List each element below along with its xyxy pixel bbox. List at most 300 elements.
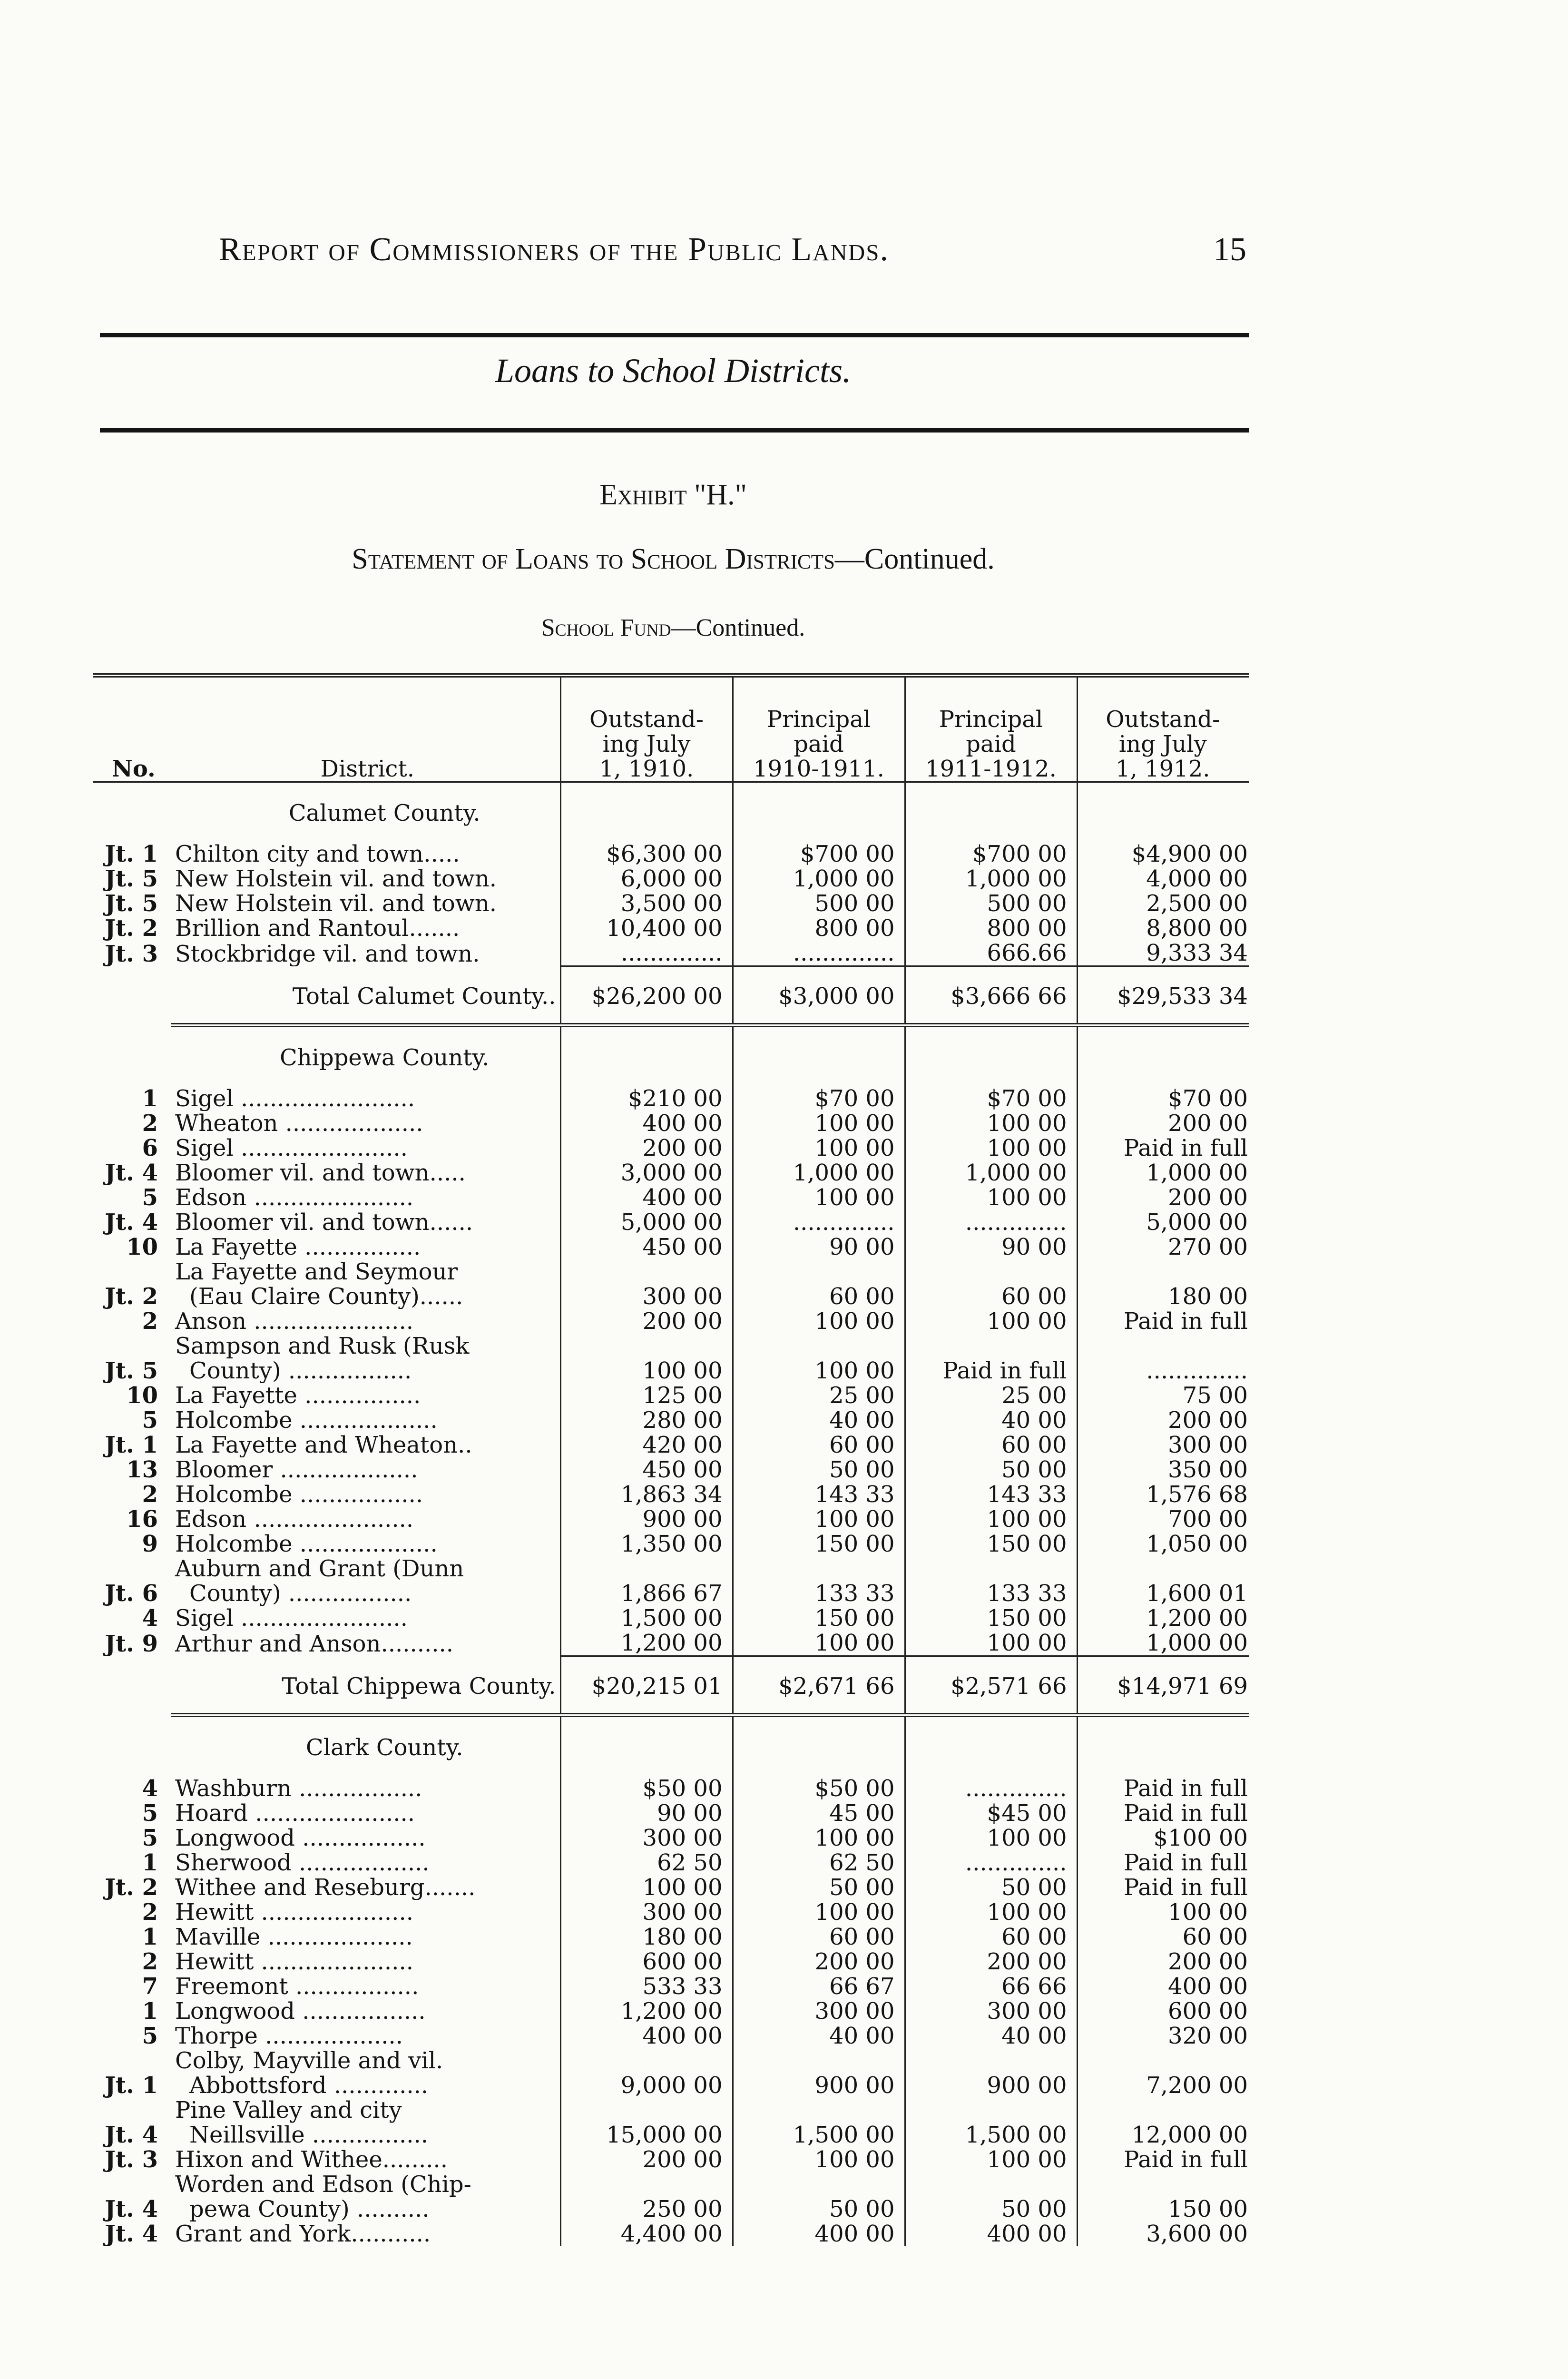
table-row <box>93 1383 1249 1408</box>
paid-1910-1911-value: 40 00 <box>733 1408 905 1433</box>
paid-1910-1911-value: 62 50 <box>733 1850 905 1875</box>
header-line: paid <box>966 731 1016 757</box>
outstanding-1912-value: 200 00 <box>1168 1408 1248 1433</box>
outstanding-1912-value: 700 00 <box>1168 1507 1248 1532</box>
table-row <box>93 1556 1249 1606</box>
table-row <box>93 1111 1249 1136</box>
fund-tail: —Continued. <box>671 614 805 641</box>
outstanding-1912-value: 4,000 00 <box>1146 866 1248 891</box>
table-row <box>93 1801 1249 1826</box>
col-header-outstanding-1910 <box>560 676 733 782</box>
district-line: Withee and Reseburg....... <box>175 1875 476 1900</box>
paid-1911-1912-value: 100 00 <box>905 1136 1077 1160</box>
district-name <box>171 2222 560 2246</box>
outstanding-1912-value: Paid in full <box>1124 1309 1248 1334</box>
district-line: Washburn ................. <box>175 1776 422 1801</box>
paid-1910-1911-value: 100 00 <box>733 1185 905 1210</box>
paid-1910-1911-value: 1,000 00 <box>733 866 905 891</box>
outstanding-1912-value: 200 00 <box>1168 1111 1248 1136</box>
district-name <box>171 1086 560 1111</box>
district-line: Abbottsford ............. <box>189 2072 429 2098</box>
table-row <box>93 2172 1249 2222</box>
paid-1911-1912-value: $45 00 <box>905 1801 1077 1826</box>
paid-1910-1911-value: 50 00 <box>733 1457 905 1482</box>
table-row <box>93 2024 1249 2048</box>
table-row <box>93 2098 1249 2147</box>
total-spacer <box>93 966 171 1025</box>
empty-cell <box>1077 1715 1249 1777</box>
outstanding-1912-value: 180 00 <box>1168 1283 1248 1309</box>
district-line: (Eau Claire County)...... <box>189 1283 463 1309</box>
outstanding-1912-value: 60 00 <box>1182 1925 1248 1949</box>
outstanding-1910-value: 400 00 <box>560 2024 733 2048</box>
district-line: Grant and York........... <box>175 2222 431 2246</box>
outstanding-1912-value: 2,500 00 <box>1146 891 1248 916</box>
paid-1911-1912-value: $700 00 <box>905 842 1077 866</box>
district-line: Arthur and Anson.......... <box>175 1631 454 1656</box>
outstanding-1912-value: 1,000 00 <box>1146 1160 1248 1185</box>
county-name: Calumet County. <box>171 782 560 842</box>
paid-1910-1911-value: 60 00 <box>733 1433 905 1457</box>
outstanding-1910-value: 1,350 00 <box>560 1532 733 1556</box>
outstanding-1910-value: 533 33 <box>560 1974 733 1999</box>
district-name <box>171 1210 560 1235</box>
district-name <box>171 1974 560 1999</box>
total-spacer <box>93 1656 171 1715</box>
district-line: Bloomer vil. and town..... <box>175 1160 466 1185</box>
table-row <box>93 1408 1249 1433</box>
paid-1911-1912-value: 50 00 <box>905 1875 1077 1900</box>
statement-tail: —Continued. <box>834 543 995 575</box>
paid-1911-1912-value: 40 00 <box>905 1408 1077 1433</box>
outstanding-1910-value: 1,863 34 <box>560 1482 733 1507</box>
table-row <box>93 1309 1249 1334</box>
paid-1910-1911-value: 90 00 <box>733 1235 905 1259</box>
district-line: Wheaton ................... <box>175 1111 423 1136</box>
paid-1910-1911-value: 143 33 <box>733 1482 905 1507</box>
district-number: 13 <box>126 1457 158 1482</box>
district-name <box>171 2098 560 2147</box>
paid-1910-1911-value: 900 00 <box>733 2048 905 2098</box>
outstanding-1912-value: 5,000 00 <box>1146 1210 1248 1235</box>
district-number: 5 <box>142 2024 158 2048</box>
district-line: La Fayette ................ <box>175 1235 421 1259</box>
district-line: New Holstein vil. and town. <box>175 866 497 891</box>
outstanding-1910-value: 300 00 <box>560 1259 733 1309</box>
paid-1911-1912-value: 90 00 <box>905 1235 1077 1259</box>
district-name <box>171 1383 560 1408</box>
district-number: 5 <box>142 1801 158 1826</box>
paid-1910-1911-value: .............. <box>733 941 905 966</box>
table-row <box>93 2048 1249 2098</box>
table-row <box>93 1160 1249 1185</box>
paid-1910-1911-value: $70 00 <box>733 1086 905 1111</box>
county-total-row <box>93 1656 1249 1715</box>
paid-1910-1911-value: 100 00 <box>733 1136 905 1160</box>
district-name <box>171 2147 560 2172</box>
section-title: Loans to School Districts. <box>495 352 852 390</box>
district-line: Holcombe ................... <box>175 1408 438 1433</box>
district-name <box>171 1925 560 1949</box>
paid-1911-1912-value: 100 00 <box>905 1900 1077 1925</box>
col-header-paid-1911-1912 <box>905 676 1077 782</box>
empty-cell <box>1077 782 1249 842</box>
paid-1911-1912-value: 25 00 <box>905 1383 1077 1408</box>
paid-1910-1911-value: 100 00 <box>733 1334 905 1383</box>
district-number: 10 <box>126 1235 158 1259</box>
district-name <box>171 1160 560 1185</box>
district-number: 2 <box>142 1900 158 1925</box>
district-number: 1 <box>142 1999 158 2024</box>
district-number: 1 <box>142 1086 158 1111</box>
table-body <box>93 782 1249 2247</box>
district-number: Jt. 4 <box>105 2122 158 2147</box>
outstanding-1910-value: 1,500 00 <box>560 1606 733 1631</box>
paid-1911-1912-value: 66 66 <box>905 1974 1077 1999</box>
district-line: pewa County) .......... <box>189 2196 430 2222</box>
outstanding-1910-value: 90 00 <box>560 1801 733 1826</box>
table-row <box>93 1086 1249 1111</box>
empty-cell <box>1077 1025 1249 1087</box>
outstanding-1912-value: 320 00 <box>1168 2024 1248 2048</box>
table-row <box>93 941 1249 966</box>
header-line: 1, 1910. <box>599 756 694 782</box>
district-line: County) ................. <box>189 1357 412 1383</box>
empty-cell <box>560 782 733 842</box>
district-line: New Holstein vil. and town. <box>175 891 497 916</box>
paid-1911-1912-value: 50 00 <box>905 1457 1077 1482</box>
header-line: Outstand- <box>589 706 704 733</box>
district-name <box>171 1433 560 1457</box>
paid-1911-1912-value: 133 33 <box>905 1556 1077 1606</box>
paid-1911-1912-value: 1,000 00 <box>905 1160 1077 1185</box>
outstanding-1912-value: 7,200 00 <box>1146 2072 1248 2098</box>
outstanding-1912-value: $4,900 00 <box>1131 842 1248 866</box>
paid-1910-1911-value: 100 00 <box>733 1111 905 1136</box>
paid-1911-1912-value: 500 00 <box>905 891 1077 916</box>
paid-1911-1912-value: Paid in full <box>905 1334 1077 1383</box>
outstanding-1912-value: 3,600 00 <box>1146 2222 1248 2246</box>
district-name <box>171 1408 560 1433</box>
running-header <box>219 231 1246 274</box>
outstanding-1912-value: 1,576 68 <box>1146 1482 1248 1507</box>
table-row <box>93 1606 1249 1631</box>
district-number: Jt. 4 <box>105 1210 158 1235</box>
col-header-no: No. <box>93 676 171 782</box>
district-name <box>171 1999 560 2024</box>
district-line: Chilton city and town..... <box>175 842 460 866</box>
table-row <box>93 1259 1249 1309</box>
district-name <box>171 891 560 916</box>
paid-1910-1911-value: 50 00 <box>733 1875 905 1900</box>
outstanding-1910-value: 1,200 00 <box>560 1999 733 2024</box>
paid-1911-1912-value: 100 00 <box>905 1631 1077 1656</box>
header-line: Principal <box>939 706 1043 733</box>
table-row <box>93 1776 1249 1801</box>
district-number: Jt. 5 <box>105 1357 158 1383</box>
county-total-label: Total Calumet County.. <box>171 966 560 1025</box>
paid-1910-1911-value: $700 00 <box>733 842 905 866</box>
total-paid-1910-1911: $3,000 00 <box>733 966 905 1025</box>
outstanding-1910-value: 200 00 <box>560 2147 733 2172</box>
table-row <box>93 842 1249 866</box>
district-number: 1 <box>142 1925 158 1949</box>
outstanding-1910-value: 250 00 <box>560 2172 733 2222</box>
table-row <box>93 2222 1249 2246</box>
table-row <box>93 916 1249 941</box>
district-name <box>171 1136 560 1160</box>
outstanding-1910-value: 1,200 00 <box>560 1631 733 1656</box>
table-row <box>93 1949 1249 1974</box>
total-outstanding-1912: $14,971 69 <box>1077 1656 1249 1715</box>
district-name <box>171 941 560 966</box>
district-line: Hewitt ..................... <box>175 1900 413 1925</box>
paid-1911-1912-value: 100 00 <box>905 1826 1077 1850</box>
district-line: Thorpe ................... <box>175 2024 403 2048</box>
paid-1911-1912-value: 100 00 <box>905 1309 1077 1334</box>
outstanding-1910-value: $6,300 00 <box>560 842 733 866</box>
table-row <box>93 1826 1249 1850</box>
district-line: Edson ...................... <box>175 1185 414 1210</box>
empty-cell <box>560 1025 733 1087</box>
header-line: Outstand- <box>1106 706 1220 733</box>
district-name <box>171 1111 560 1136</box>
outstanding-1910-value: 450 00 <box>560 1457 733 1482</box>
district-number: 5 <box>142 1826 158 1850</box>
outstanding-1910-value: 3,000 00 <box>560 1160 733 1185</box>
outstanding-1910-value: 200 00 <box>560 1136 733 1160</box>
district-line: Holcombe ................. <box>175 1482 423 1507</box>
outstanding-1912-value: 600 00 <box>1168 1999 1248 2024</box>
paid-1910-1911-value: 100 00 <box>733 1631 905 1656</box>
exhibit-heading: Exhibit "H." <box>599 479 747 511</box>
county-name: Chippewa County. <box>171 1025 560 1087</box>
paid-1911-1912-value: 143 33 <box>905 1482 1077 1507</box>
district-name <box>171 1606 560 1631</box>
district-name <box>171 1900 560 1925</box>
district-name <box>171 1309 560 1334</box>
running-title: Report of Commissioners of the Public Lands. <box>219 231 890 268</box>
district-line: Longwood ................. <box>175 1999 426 2024</box>
paid-1911-1912-value: 40 00 <box>905 2024 1077 2048</box>
paid-1911-1912-value: 60 00 <box>905 1259 1077 1309</box>
outstanding-1912-value: 1,600 01 <box>1146 1580 1248 1606</box>
district-name <box>171 1482 560 1507</box>
paid-1910-1911-value: 25 00 <box>733 1383 905 1408</box>
outstanding-1910-value: 900 00 <box>560 1507 733 1532</box>
outstanding-1910-value: $50 00 <box>560 1776 733 1801</box>
district-name <box>171 1185 560 1210</box>
paid-1910-1911-value: 100 00 <box>733 1507 905 1532</box>
outstanding-1910-value: 280 00 <box>560 1408 733 1433</box>
outstanding-1910-value: 3,500 00 <box>560 891 733 916</box>
county-heading-row <box>93 782 1249 842</box>
district-number: 16 <box>126 1507 158 1532</box>
outstanding-1912-value: 9,333 34 <box>1146 941 1248 966</box>
district-number: 2 <box>142 1111 158 1136</box>
header-line: paid <box>794 731 844 757</box>
paid-1910-1911-value: 60 00 <box>733 1925 905 1949</box>
table-row <box>93 1457 1249 1482</box>
table-row <box>93 1974 1249 1999</box>
district-line: Pine Valley and city <box>175 2098 402 2123</box>
table-row <box>93 2147 1249 2172</box>
paid-1911-1912-value: $70 00 <box>905 1086 1077 1111</box>
outstanding-1912-value: 75 00 <box>1182 1383 1248 1408</box>
district-name <box>171 1949 560 1974</box>
outstanding-1912-value: 1,050 00 <box>1146 1532 1248 1556</box>
col-header-outstanding-1912 <box>1077 676 1249 782</box>
district-name <box>171 1235 560 1259</box>
district-line: Bloomer vil. and town...... <box>175 1210 473 1235</box>
district-name <box>171 1457 560 1482</box>
outstanding-1910-value: $210 00 <box>560 1086 733 1111</box>
district-name <box>171 1850 560 1875</box>
paid-1911-1912-value: .............. <box>905 1776 1077 1801</box>
table-header-row <box>93 676 1249 782</box>
outstanding-1910-value: 180 00 <box>560 1925 733 1949</box>
district-line: Sigel ........................ <box>175 1086 415 1111</box>
total-outstanding-1912: $29,533 34 <box>1077 966 1249 1025</box>
outstanding-1910-value: 9,000 00 <box>560 2048 733 2098</box>
outstanding-1912-value: 300 00 <box>1168 1433 1248 1457</box>
district-number: Jt. 2 <box>105 1875 158 1900</box>
paid-1910-1911-value: 800 00 <box>733 916 905 941</box>
total-paid-1911-1912: $2,571 66 <box>905 1656 1077 1715</box>
district-name <box>171 1556 560 1606</box>
paid-1910-1911-value: 1,500 00 <box>733 2098 905 2147</box>
district-line: Sigel ....................... <box>175 1606 408 1631</box>
paid-1910-1911-value: 300 00 <box>733 1999 905 2024</box>
empty-cell <box>560 1715 733 1777</box>
district-line: Edson ...................... <box>175 1507 414 1532</box>
district-number: 2 <box>142 1949 158 1974</box>
county-heading-row <box>93 1715 1249 1777</box>
paid-1910-1911-value: 100 00 <box>733 1900 905 1925</box>
empty-cell <box>905 1025 1077 1087</box>
district-line: Longwood ................. <box>175 1826 426 1850</box>
district-line: Stockbridge vil. and town. <box>175 941 480 966</box>
district-line: County) ................. <box>189 1580 412 1606</box>
header-line: 1910-1911. <box>753 756 884 782</box>
outstanding-1910-value: 300 00 <box>560 1900 733 1925</box>
district-number: 1 <box>142 1850 158 1875</box>
loans-table <box>93 673 1249 2246</box>
district-number: Jt. 3 <box>105 941 158 966</box>
table-row <box>93 866 1249 891</box>
outstanding-1910-value: .............. <box>560 941 733 966</box>
table-row <box>93 1136 1249 1160</box>
empty-cell <box>905 782 1077 842</box>
outstanding-1910-value: 15,000 00 <box>560 2098 733 2147</box>
table-row <box>93 1875 1249 1900</box>
header-rule <box>100 333 1249 337</box>
outstanding-1910-value: 450 00 <box>560 1235 733 1259</box>
district-line: Anson ...................... <box>175 1309 413 1334</box>
district-number: Jt. 5 <box>105 891 158 916</box>
page-number: 15 <box>1213 231 1246 268</box>
district-number: 6 <box>142 1136 158 1160</box>
district-name <box>171 1776 560 1801</box>
table-row <box>93 1900 1249 1925</box>
district-number: 2 <box>142 1309 158 1334</box>
paid-1910-1911-value: 100 00 <box>733 1309 905 1334</box>
district-line: Bloomer ................... <box>175 1457 418 1482</box>
district-name <box>171 1259 560 1309</box>
total-paid-1910-1911: $2,671 66 <box>733 1656 905 1715</box>
outstanding-1912-value: Paid in full <box>1124 1136 1248 1160</box>
outstanding-1912-value: 12,000 00 <box>1131 2122 1248 2147</box>
table-row <box>93 1850 1249 1875</box>
district-line: La Fayette ................ <box>175 1383 421 1408</box>
paid-1911-1912-value: 60 00 <box>905 1433 1077 1457</box>
paid-1911-1912-value: 1,000 00 <box>905 866 1077 891</box>
paid-1911-1912-value: .............. <box>905 1210 1077 1235</box>
outstanding-1912-value: $100 00 <box>1153 1826 1248 1850</box>
district-number: Jt. 1 <box>105 1433 158 1457</box>
outstanding-1910-value: 5,000 00 <box>560 1210 733 1235</box>
outstanding-1910-value: 100 00 <box>560 1334 733 1383</box>
district-number: 5 <box>142 1185 158 1210</box>
district-line: Neillsville ................ <box>189 2122 429 2147</box>
paid-1911-1912-value: 1,500 00 <box>905 2098 1077 2147</box>
paid-1911-1912-value: 60 00 <box>905 1925 1077 1949</box>
outstanding-1912-value: .............. <box>1146 1357 1248 1383</box>
paid-1911-1912-value: 100 00 <box>905 2147 1077 2172</box>
outstanding-1910-value: 600 00 <box>560 1949 733 1974</box>
district-number: Jt. 4 <box>105 2222 158 2246</box>
outstanding-1912-value: Paid in full <box>1124 2147 1248 2172</box>
district-number: Jt. 5 <box>105 866 158 891</box>
paid-1911-1912-value: 100 00 <box>905 1507 1077 1532</box>
district-number: 9 <box>142 1532 158 1556</box>
district-name <box>171 2024 560 2048</box>
district-name <box>171 1334 560 1383</box>
outstanding-1912-value: Paid in full <box>1124 1776 1248 1801</box>
district-line: Colby, Mayville and vil. <box>175 2048 443 2074</box>
empty-cell <box>733 782 905 842</box>
district-number: 5 <box>142 1408 158 1433</box>
outstanding-1910-value: 1,866 67 <box>560 1556 733 1606</box>
outstanding-1910-value: 62 50 <box>560 1850 733 1875</box>
county-total-row <box>93 966 1249 1025</box>
district-name <box>171 842 560 866</box>
outstanding-1912-value: 350 00 <box>1168 1457 1248 1482</box>
district-line: Sherwood .................. <box>175 1850 430 1875</box>
paid-1911-1912-value: 50 00 <box>905 2172 1077 2222</box>
paid-1910-1911-value: 1,000 00 <box>733 1160 905 1185</box>
outstanding-1910-value: 125 00 <box>560 1383 733 1408</box>
district-line: Maville .................... <box>175 1925 413 1949</box>
paid-1910-1911-value: 200 00 <box>733 1949 905 1974</box>
paid-1910-1911-value: 50 00 <box>733 2172 905 2222</box>
fund-heading <box>100 614 1246 642</box>
district-number: 4 <box>142 1776 158 1801</box>
outstanding-1910-value: 400 00 <box>560 1185 733 1210</box>
district-line: La Fayette and Wheaton.. <box>175 1433 472 1457</box>
district-number: Jt. 9 <box>105 1631 158 1656</box>
table-row <box>93 1532 1249 1556</box>
outstanding-1912-value: 100 00 <box>1168 1900 1248 1925</box>
outstanding-1910-value: 420 00 <box>560 1433 733 1457</box>
outstanding-1912-value: 1,200 00 <box>1146 1606 1248 1631</box>
table-row <box>93 1334 1249 1383</box>
paid-1910-1911-value: 60 00 <box>733 1259 905 1309</box>
paid-1910-1911-value: 133 33 <box>733 1556 905 1606</box>
district-number: 7 <box>142 1974 158 1999</box>
paid-1910-1911-value: 150 00 <box>733 1532 905 1556</box>
table-row <box>93 1482 1249 1507</box>
